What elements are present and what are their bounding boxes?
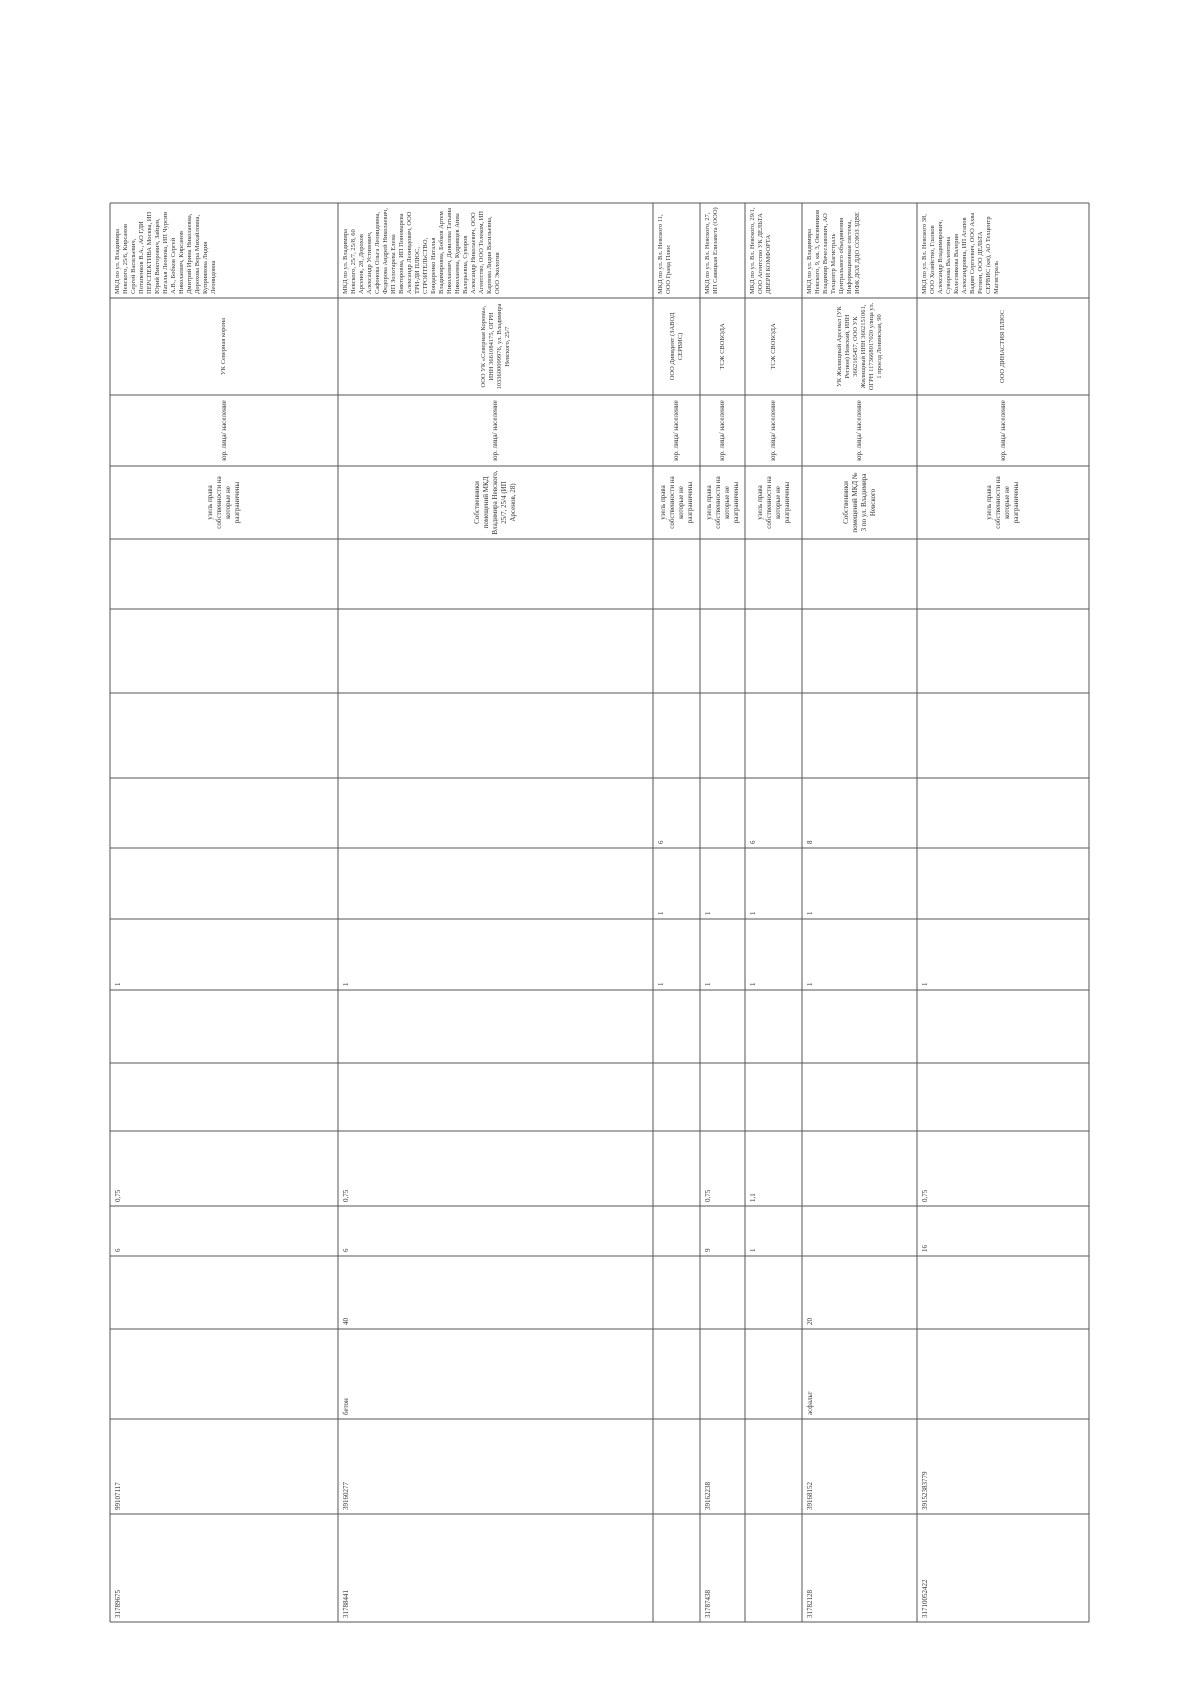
cell-c17: юр. лица/ население	[855, 400, 863, 461]
cell-c5: 40	[342, 1318, 350, 1325]
cell-c4: асфальт	[806, 1391, 814, 1415]
cell-c14	[704, 613, 741, 689]
cell-c16: узель права собственности на которые не разграничены	[206, 476, 241, 529]
cell-c17: юр. лица/ население	[769, 400, 777, 461]
cell-c2: 31789675	[114, 1590, 122, 1618]
cell-c19: МКД по ул. Вл. Невского, 27, ИП Савицкая Елизавета (ООО)	[704, 207, 719, 294]
cell-c18: УК Северная корона	[220, 318, 227, 375]
cell-c6: 9	[704, 1248, 712, 1252]
cell-c10: 1	[921, 982, 929, 986]
cell-c3: 39168152	[806, 1482, 814, 1510]
cell-c9	[704, 994, 741, 1059]
cell-c3	[657, 1423, 696, 1510]
cell-c9	[114, 994, 334, 1059]
cell-c2: 31788441	[342, 1590, 350, 1618]
cell-c13	[342, 697, 649, 774]
cell-c12	[342, 782, 649, 844]
cell-c16: узель права собственности на которые не разграничены	[704, 476, 740, 529]
cell-c8	[657, 1067, 696, 1127]
cell-c17: юр. лица/ население	[998, 400, 1007, 461]
cell-c13	[921, 697, 1085, 774]
cell-c5	[921, 1260, 1085, 1325]
cell-c5	[657, 1260, 696, 1325]
cell-c18: ООО ДИНАСТИЯ ПЛЮС	[999, 310, 1006, 383]
cell-c11	[114, 852, 334, 915]
cell-c5	[114, 1260, 334, 1325]
cell-c16: узель права собственности на которые не разграничены	[755, 476, 791, 529]
cell-c14	[749, 613, 798, 689]
cell-c11: 1	[704, 911, 712, 915]
cell-c8	[342, 1067, 649, 1127]
cell-c13	[806, 697, 913, 774]
cell-c12	[114, 782, 334, 844]
cell-c9	[342, 994, 649, 1059]
cell-c7: 0,75	[704, 1189, 712, 1202]
cell-c6: 6	[342, 1248, 350, 1252]
cell-c7: 0,75	[342, 1189, 350, 1202]
cell-c13	[704, 697, 741, 774]
cell-c2: 31782128	[806, 1590, 814, 1618]
cell-c12: 6	[657, 840, 665, 844]
cell-c6	[806, 1210, 913, 1252]
cell-c4	[657, 1333, 696, 1415]
cell-c3: 99107117	[114, 1482, 122, 1510]
cell-c11	[342, 852, 649, 915]
cell-c16: Собственники помещений МКД № 3 по ул. Владимира Невского	[841, 472, 877, 533]
cell-c7: 1,1	[749, 1193, 757, 1202]
cell-c9	[806, 994, 913, 1059]
cell-c5	[749, 1260, 798, 1325]
cell-c10: 1	[114, 982, 122, 986]
cell-c7	[657, 1135, 696, 1202]
cell-c19: МКД по ул. Владимира Невского, 25/6, Кирсанов Сергей Васильевич, Потапенков В.А., АО ГДИ ПЕРСПЕКТИВА Москва, ИП Юрий Викторович, Зайцев, Наталья Леонова, ИП Чурсин А.В., Бобков Сергей Николаевич, Кирсанов Дмитрий Ирина Николаевна, Дорохова Вера Михайловна, Куприянова Лидия Леонидовна	[114, 211, 217, 294]
cell-c10: 1	[749, 982, 757, 986]
cell-c18: УК Жилищный Арсенал (УК Регион) Невский, ИНН 3662165457, ООО УК Жилищный ИНН 3662151061, ОГРН 1173668017020 улица ул. 1 проезд Ленинская, 90	[835, 302, 883, 391]
cell-c6: 1	[749, 1248, 757, 1252]
cell-c12: 6	[749, 840, 757, 844]
cell-c4	[921, 1333, 1085, 1415]
cell-c12: 8	[806, 840, 814, 844]
cell-c15	[114, 543, 334, 605]
cell-c17: юр. лица/ население	[491, 400, 499, 461]
cell-c15	[806, 543, 913, 605]
cell-c19: МКД по ул. Владимира Невского, 25/7, 25/8, 60 Арсенов, 28, Дорохов Александр Устинович, Сафонова Ольга Леонидовна, Федорова Андрей Николаевич, ИП Золотарева Елена Викторовна, ИП Пономарева Александр Леонидович, ООО ТРИ-ДИ ПЛЮС, СТРОИТЕЛЬСТВО, Бондаренко Наталья Владимировна, Бобков Артем Николаевич, Данилова Татьяна Николаевна, Кудрявцев Анна Валерьевна, Суворов Александр Николаевич, ООО Агентство, ООО Телеком, ИП Карпова Лидия Васильевна, ООО Экология	[342, 207, 501, 294]
cell-c8	[921, 1067, 1085, 1127]
cell-c17: юр. лица/ население	[219, 400, 228, 461]
cell-c19: МКД по ул. Вл. Невского, 29/1, ООО Агентство УК ДЕЛЬТА ДВЕРИ КОМФОРТА	[749, 207, 772, 294]
cell-c4: бетон	[342, 1398, 350, 1415]
cell-c16: Собственники помещений МКД Владимира Невского, 25/7, 25/4 (ИП Арсенов, 28)	[473, 470, 517, 535]
cell-c4	[749, 1333, 798, 1415]
cell-c6: 6	[114, 1248, 122, 1252]
cell-c3	[749, 1423, 798, 1510]
cell-c15	[704, 543, 741, 605]
cell-c3: 39162238	[704, 1482, 712, 1510]
cell-c17: юр. лица/ население	[672, 400, 680, 461]
cell-c4	[114, 1333, 334, 1415]
cell-c19: МКД по ул. Вл. Невского 38, ООО Хозяйство, Глазков Александр Владимирович, Суворова Валентина Колесникова Валерия Александровна, ИП Агапов Вадим Сергеевич, ООО Ахва Регион, ООО ДЕЛЬТА СЕРВИС (кн), АО Техцентр Магистраль	[921, 212, 1000, 294]
cell-c14	[114, 613, 334, 689]
cell-c3: 39160277	[342, 1482, 350, 1510]
cell-c13	[657, 697, 696, 774]
cell-c14	[657, 613, 696, 689]
cell-c16: узель права собственности на которые не разграничены	[658, 476, 694, 529]
cell-c14	[806, 613, 913, 689]
cell-c12	[921, 782, 1085, 844]
cell-c15	[342, 543, 649, 605]
cell-c8	[704, 1067, 741, 1127]
cell-c18: ТСЖ СВОБОДА	[769, 323, 777, 370]
cell-c6: 16	[921, 1245, 929, 1252]
cell-c4	[704, 1333, 741, 1415]
cell-c10: 1	[657, 982, 665, 986]
cell-c8	[806, 1067, 913, 1127]
cell-c12	[704, 782, 741, 844]
cell-c19: МКД по ул. Вл. Невского 11, ООО Гранд Плюс	[657, 214, 672, 294]
cell-c13	[749, 697, 798, 774]
cell-c9	[921, 994, 1085, 1059]
cell-c2: 31787438	[704, 1590, 712, 1618]
cell-c7	[806, 1135, 913, 1202]
cell-c6	[657, 1210, 696, 1252]
cell-c15	[921, 543, 1085, 605]
cell-c10: 1	[806, 982, 814, 986]
cell-c14	[342, 613, 649, 689]
cell-c13	[114, 697, 334, 774]
cell-c18: ООО УК «Северная Корона», ИНН 3661084175, ОГРН 1033600099976, ул. Владимира Невского, 25/7	[479, 303, 511, 390]
cell-c7: 0,75	[114, 1189, 122, 1202]
cell-c15	[657, 543, 696, 605]
cell-c5: 20	[806, 1318, 814, 1325]
cell-c11: 1	[657, 911, 665, 915]
cell-c8	[114, 1067, 334, 1127]
cell-c15	[749, 543, 798, 605]
cell-c10: 1	[342, 982, 350, 986]
cell-c19: МКД по ул. Владимира Невского, 9, кв. 3, Овсянников Владимир Вячеславович, АО Техцентр Магистраль Центрального объединения Информационная система, ИФК ДОЛ ДДО СОЮЗ ЗДВЕ	[806, 209, 861, 294]
cell-c11: 1	[806, 911, 814, 915]
cell-c11	[921, 852, 1085, 915]
cell-c11: 1	[749, 911, 757, 915]
cell-c7: 0,75	[921, 1189, 929, 1202]
cell-c9	[749, 994, 798, 1059]
cell-c2: 31710052422	[921, 1579, 929, 1618]
cell-c2	[749, 1518, 798, 1618]
cell-c3: 39152383779	[921, 1471, 929, 1510]
cell-c9	[657, 994, 696, 1059]
cell-c10: 1	[704, 982, 712, 986]
cell-c18: ООО Дивидент (ЗАВОД СЕРВИС)	[668, 312, 684, 381]
cell-c17: юр. лица/ население	[718, 400, 726, 461]
cell-c14	[921, 613, 1085, 689]
cell-c2	[657, 1518, 696, 1618]
cell-c5	[704, 1260, 741, 1325]
cell-c18: ТСЖ СВОБОДА	[718, 323, 726, 370]
cell-c16: узель права собственности на которые не разграничены	[985, 476, 1020, 529]
cell-c8	[749, 1067, 798, 1127]
